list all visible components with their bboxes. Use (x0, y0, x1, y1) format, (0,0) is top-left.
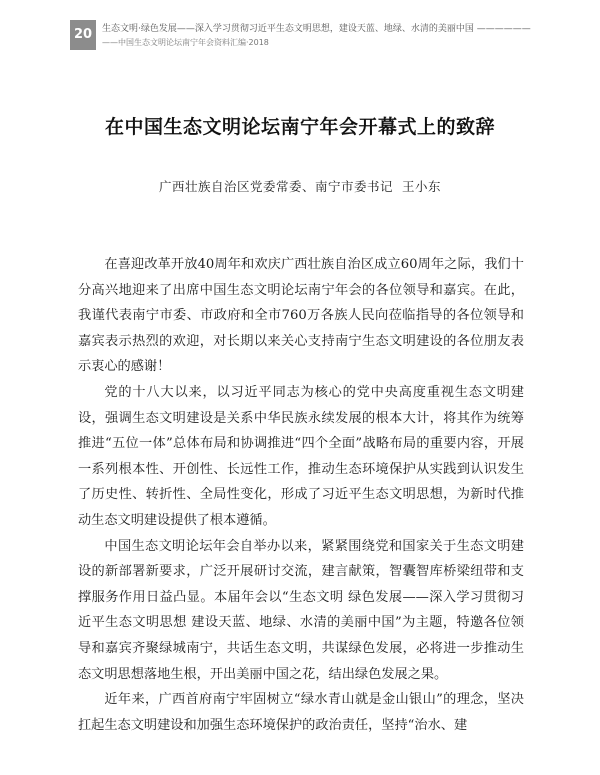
page-number: 20 (70, 20, 96, 50)
paragraph: 近年来，广西首府南宁牢固树立“绿水青山就是金山银山”的理念，坚决扛起生态文明建设和加强生态环境保护的政治责任，坚持“治水、建 (78, 692, 524, 733)
article-body (78, 252, 524, 738)
author-line: 广西壮族自治区党委常委、南宁市委书记 王小东 (159, 179, 441, 194)
header-collection-title: ——中国生态文明论坛南宁年会资料汇编·2018 (102, 38, 269, 47)
paragraph: 在喜迎改革开放40周年和欢庆广西壮族自治区成立60周年之际，我们十分高兴地迎来了出席中国生态文明论坛南宁年会的各位领导和嘉宾。在此，我谨代表南宁市委、市政府和全市760万各族人民向莅临指导的各位领导和嘉宾表示热烈的欢迎，对长期以来关心支持南宁生态文明建设的各位朋友表示衷心的感谢！ (78, 257, 524, 375)
paragraph: 党的十八大以来，以习近平同志为核心的党中央高度重视生态文明建设，强调生态文明建设是关系中华民族永续发展的根本大计，将其作为统筹推进“五位一体”总体布局和协调推进“四个全面”战略布局的重要内容，开展一系列根本性、开创性、长远性工作，推动生态环境保护从实践到认识发生了历史性、转折性、全局性变化，形成了习近平生态文明思想，为新时代推动生态文明建设提供了根本遵循。 (78, 384, 524, 528)
header-series-title: 生态文明·绿色发展——深入学习贯彻习近平生态文明思想，建设天蓝、地绿、水清的美丽中国 —————— (102, 24, 531, 34)
running-header (70, 18, 570, 54)
article-title: 在中国生态文明论坛南宁年会开幕式上的致辞 (104, 116, 495, 138)
paragraph: 中国生态文明论坛年会自举办以来，紧紧围绕党和国家关于生态文明建设的新部署新要求，广泛开展研讨交流，建言献策，智囊智库桥梁纽带和支撑服务作用日益凸显。本届年会以“生态文明 绿色发展——深入学习贯彻习近平生态文明思想 建设天蓝、地绿、水清的美丽中国”为主题，特邀各位领导和嘉宾齐聚绿城南宁，共话生态文明，共谋绿色发展，必将进一步推动生态文明思想落地生根，开出美丽中国之花，结出绿色发展之果。 (78, 538, 524, 682)
